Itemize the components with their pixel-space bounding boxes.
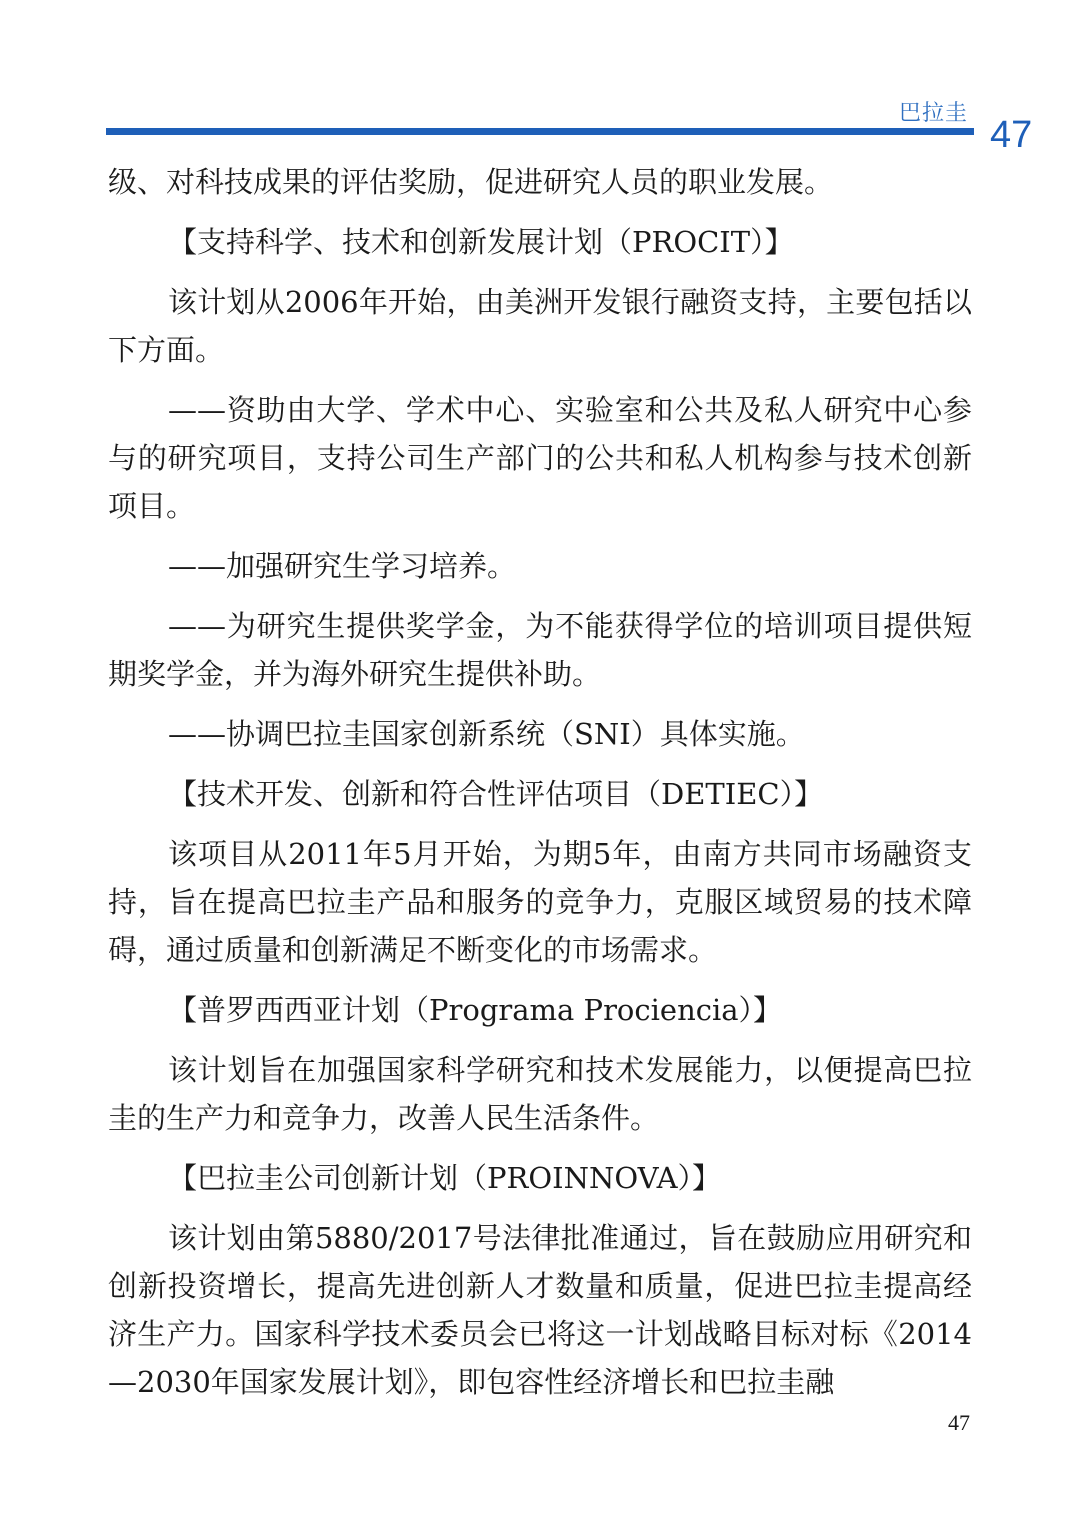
paragraph: ——资助由大学、学术中心、实验室和公共及私人研究中心参与的研究项目，支持公司生产部门的公共和私人机构参与技术创新项目。 bbox=[108, 393, 972, 523]
paragraph: ——为研究生提供奖学金，为不能获得学位的培训项目提供短期奖学金，并为海外研究生提供补助。 bbox=[108, 609, 972, 691]
section-heading: 【普罗西西亚计划（Programa Prociencia）】 bbox=[168, 993, 783, 1027]
section-heading: 【技术开发、创新和符合性评估项目（DETIEC）】 bbox=[168, 777, 824, 811]
running-header-title: 巴拉圭 bbox=[898, 101, 968, 126]
paragraph: ——协调巴拉圭国家创新系统（SNI）具体实施。 bbox=[168, 717, 805, 751]
paragraph: 该计划由第5880/2017号法律批准通过，旨在鼓励应用研究和创新投资增长，提高先进创新人才数量和质量，促进巴拉圭提高经济生产力。国家科学技术委员会已将这一计划战略目标对标《2014—2030年国家发展计划》，即包容性经济增长和巴拉圭融 bbox=[108, 1221, 972, 1399]
paragraph: 级、对科技成果的评估奖励，促进研究人员的职业发展。 bbox=[108, 165, 834, 199]
paragraph: ——加强研究生学习培养。 bbox=[168, 549, 517, 583]
paragraph: 该计划从2006年开始，由美洲开发银行融资支持，主要包括以下方面。 bbox=[108, 285, 972, 367]
section-heading: 【巴拉圭公司创新计划（PROINNOVA）】 bbox=[168, 1161, 722, 1195]
paragraph: 该计划旨在加强国家科学研究和技术发展能力，以便提高巴拉圭的生产力和竞争力，改善人民生活条件。 bbox=[108, 1053, 972, 1135]
footer-page-number: 47 bbox=[948, 1410, 970, 1435]
paragraph: 该项目从2011年5月开始，为期5年，由南方共同市场融资支持，旨在提高巴拉圭产品和服务的竞争力，克服区域贸易的技术障碍，通过质量和创新满足不断变化的市场需求。 bbox=[108, 837, 972, 967]
body-text bbox=[108, 158, 972, 1418]
section-heading: 【支持科学、技术和创新发展计划（PROCIT）】 bbox=[168, 225, 794, 259]
header-page-number: 47 bbox=[990, 114, 1033, 156]
header-rule bbox=[106, 128, 974, 135]
